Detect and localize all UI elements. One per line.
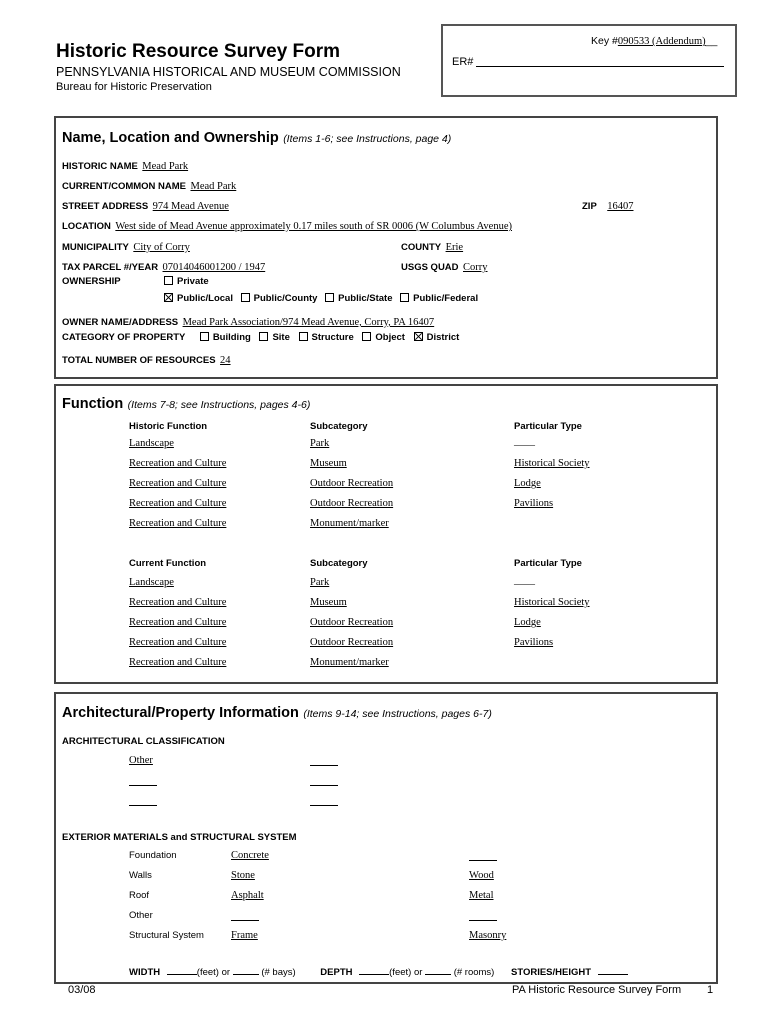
historic-function-cell[interactable]: Recreation and Culture xyxy=(129,458,227,469)
footer-page-number: 1 xyxy=(707,984,714,996)
historic-function-cell[interactable]: Recreation and Culture xyxy=(129,498,227,509)
category-district-option[interactable]: District xyxy=(414,332,460,343)
tax-parcel-field[interactable]: 07014046001200 / 1947 xyxy=(162,262,266,273)
arch-classification-blank[interactable] xyxy=(310,775,338,786)
category-building-checkbox[interactable] xyxy=(200,332,209,341)
category-object-option[interactable]: Object xyxy=(362,332,405,343)
street-address-row: STREET ADDRESS 974 Mead Avenue xyxy=(62,201,229,212)
current-subcategory-cell[interactable]: Outdoor Recreation xyxy=(310,637,394,648)
structural-system-field-2[interactable]: Masonry xyxy=(469,930,507,941)
current-function-cell[interactable]: Recreation and Culture xyxy=(129,617,227,628)
ownership-public-state-option[interactable]: Public/State xyxy=(325,293,392,304)
other-field[interactable] xyxy=(231,910,259,921)
footer-date: 03/08 xyxy=(68,984,96,996)
arch-classification-field[interactable]: Other xyxy=(129,755,153,766)
other-label: Other xyxy=(129,910,153,921)
depth-rooms-field[interactable] xyxy=(425,965,451,975)
ownership-private-checkbox[interactable] xyxy=(164,276,173,285)
historic-subcategory-cell[interactable]: Museum xyxy=(310,458,347,469)
foundation-label: Foundation xyxy=(129,850,177,861)
depth-feet-field[interactable] xyxy=(359,965,389,975)
historic-type-cell[interactable]: Pavilions xyxy=(514,498,554,509)
ownership-public-state-checkbox[interactable] xyxy=(325,293,334,302)
tax-parcel-row: TAX PARCEL #/YEAR 07014046001200 / 1947 xyxy=(62,262,266,273)
arch-classification-blank[interactable] xyxy=(129,795,157,806)
owner-row: OWNER NAME/ADDRESS Mead Park Association/974 Mead Avenue, Corry, PA 16407 xyxy=(62,317,435,328)
ownership-public-options xyxy=(164,293,478,304)
current-subcategory-cell[interactable]: Outdoor Recreation xyxy=(310,617,394,628)
location-row: LOCATION West side of Mead Avenue approximately 0.17 miles south of SR 0006 (W Columbus Avenue) xyxy=(62,221,513,232)
roof-label: Roof xyxy=(129,890,150,901)
ownership-public-local-option[interactable]: Public/Local xyxy=(164,293,233,304)
bureau-name: Bureau for Historic Preservation xyxy=(56,81,212,93)
stories-height-field[interactable] xyxy=(598,965,628,975)
historic-subcategory-cell[interactable]: Monument/marker xyxy=(310,518,389,529)
common-name-field[interactable]: Mead Park xyxy=(190,181,237,192)
key-label: Key # xyxy=(591,35,618,47)
category-object-checkbox[interactable] xyxy=(362,332,371,341)
arch-classification-blank[interactable] xyxy=(129,775,157,786)
ownership-public-local-checkbox[interactable] xyxy=(164,293,173,302)
historic-type-cell[interactable]: ____ xyxy=(514,436,535,447)
current-type-cell[interactable]: ____ xyxy=(514,575,535,586)
location-field[interactable]: West side of Mead Avenue approximately 0.17 miles south of SR 0006 (W Columbus Avenue) xyxy=(115,221,513,232)
historic-name-field[interactable]: Mead Park xyxy=(142,161,189,172)
historic-name-row: HISTORIC NAME Mead Park xyxy=(62,161,189,172)
ownership-public-county-option[interactable]: Public/County xyxy=(241,293,318,304)
owner-field[interactable]: Mead Park Association/974 Mead Avenue, Corry, PA 16407 xyxy=(182,317,435,328)
current-function-header: Current Function xyxy=(129,558,207,569)
historic-particular-header: Particular Type xyxy=(514,421,582,432)
ownership-label: OWNERSHIP xyxy=(62,276,121,287)
category-row: CATEGORY OF PROPERTY Building Site Structure Object District xyxy=(62,332,460,343)
current-subcategory-cell[interactable]: Park xyxy=(310,577,330,588)
er-input-line[interactable] xyxy=(476,66,724,67)
municipality-field[interactable]: City of Corry xyxy=(133,242,190,253)
arch-classification-blank[interactable] xyxy=(310,755,338,766)
foundation-field[interactable]: Concrete xyxy=(231,850,269,861)
category-structure-checkbox[interactable] xyxy=(299,332,308,341)
key-value[interactable]: 090533 (Addendum) xyxy=(617,36,706,47)
current-type-cell[interactable]: Historical Society xyxy=(514,597,590,608)
structural-system-label: Structural System xyxy=(129,930,204,941)
width-feet-field[interactable] xyxy=(167,965,197,975)
usgs-row: USGS QUAD Corry xyxy=(401,262,488,273)
zip-row: ZIP 16407 xyxy=(582,201,634,212)
org-name: PENNSYLVANIA HISTORICAL AND MUSEUM COMMISSION xyxy=(56,65,401,79)
arch-classification-blank[interactable] xyxy=(310,795,338,806)
ownership-public-federal-checkbox[interactable] xyxy=(400,293,409,302)
exterior-materials-label: EXTERIOR MATERIALS and STRUCTURAL SYSTEM xyxy=(62,832,297,843)
walls-field-2[interactable]: Wood xyxy=(469,870,494,881)
current-subcategory-header: Subcategory xyxy=(310,558,368,569)
current-type-cell[interactable]: Pavilions xyxy=(514,637,554,648)
er-label: ER# xyxy=(452,56,474,68)
current-subcategory-cell[interactable]: Monument/marker xyxy=(310,657,389,668)
county-field[interactable]: Erie xyxy=(445,242,464,253)
current-particular-header: Particular Type xyxy=(514,558,582,569)
ownership-private-option[interactable]: Private xyxy=(164,276,209,287)
total-resources-row: TOTAL NUMBER OF RESOURCES 24 xyxy=(62,355,231,366)
roof-field[interactable]: Asphalt xyxy=(231,890,264,901)
ownership-public-county-checkbox[interactable] xyxy=(241,293,250,302)
current-function-cell[interactable]: Recreation and Culture xyxy=(129,657,227,668)
historic-function-cell[interactable]: Recreation and Culture xyxy=(129,518,227,529)
width-bays-field[interactable] xyxy=(233,965,259,975)
historic-type-cell[interactable]: Historical Society xyxy=(514,458,590,469)
total-resources-field[interactable]: 24 xyxy=(220,355,231,366)
other-field-2[interactable] xyxy=(469,910,497,921)
current-subcategory-cell[interactable]: Museum xyxy=(310,597,347,608)
current-type-cell[interactable]: Lodge xyxy=(514,617,541,628)
historic-subcategory-cell[interactable]: Outdoor Recreation xyxy=(310,478,394,489)
roof-field-2[interactable]: Metal xyxy=(469,890,494,901)
zip-field[interactable]: 16407 xyxy=(607,201,634,212)
category-district-checkbox[interactable] xyxy=(414,332,423,341)
category-building-option[interactable]: Building xyxy=(200,332,251,343)
county-row: COUNTY Erie xyxy=(401,242,464,253)
arch-classification-label: ARCHITECTURAL CLASSIFICATION xyxy=(62,736,225,747)
municipality-row: MUNICIPALITY City of Corry xyxy=(62,242,190,253)
form-title: Historic Resource Survey Form xyxy=(56,41,341,62)
foundation-field-2[interactable] xyxy=(469,850,497,861)
current-function-cell[interactable]: Recreation and Culture xyxy=(129,637,227,648)
current-function-cell[interactable]: Recreation and Culture xyxy=(129,597,227,608)
name-location-heading: Name, Location and Ownership (Items 1-6; see Instructions, page 4) xyxy=(62,130,452,146)
category-site-checkbox[interactable] xyxy=(259,332,268,341)
historic-function-header: Historic Function xyxy=(129,421,208,432)
historic-subcategory-cell[interactable]: Outdoor Recreation xyxy=(310,498,394,509)
ownership-public-federal-option[interactable]: Public/Federal xyxy=(400,293,478,304)
structural-system-field[interactable]: Frame xyxy=(231,930,258,941)
walls-label: Walls xyxy=(129,870,152,881)
key-number: Key #090533 (Addendum)__ xyxy=(591,35,718,47)
historic-subcategory-header: Subcategory xyxy=(310,421,368,432)
architecture-heading: Architectural/Property Information (Items 9-14; see Instructions, pages 6-7) xyxy=(62,705,492,721)
footer-form-name: PA Historic Resource Survey Form xyxy=(512,984,682,996)
historic-function-cell[interactable]: Recreation and Culture xyxy=(129,478,227,489)
walls-field[interactable]: Stone xyxy=(231,870,255,881)
usgs-field[interactable]: Corry xyxy=(463,262,488,273)
category-structure-option[interactable]: Structure xyxy=(299,332,354,343)
function-heading: Function (Items 7-8; see Instructions, pages 4-6) xyxy=(62,396,311,412)
street-address-field[interactable]: 974 Mead Avenue xyxy=(152,201,229,212)
dimensions-row: WIDTH (feet) or (# bays) DEPTH (feet) or (# rooms) STORIES/HEIGHT xyxy=(129,965,628,978)
historic-subcategory-cell[interactable]: Park xyxy=(310,438,330,449)
common-name-row: CURRENT/COMMON NAME Mead Park xyxy=(62,181,237,192)
category-site-option[interactable]: Site xyxy=(259,332,289,343)
historic-type-cell[interactable]: Lodge xyxy=(514,478,541,489)
current-function-cell[interactable]: Landscape xyxy=(129,577,174,588)
historic-function-cell[interactable]: Landscape xyxy=(129,438,174,449)
